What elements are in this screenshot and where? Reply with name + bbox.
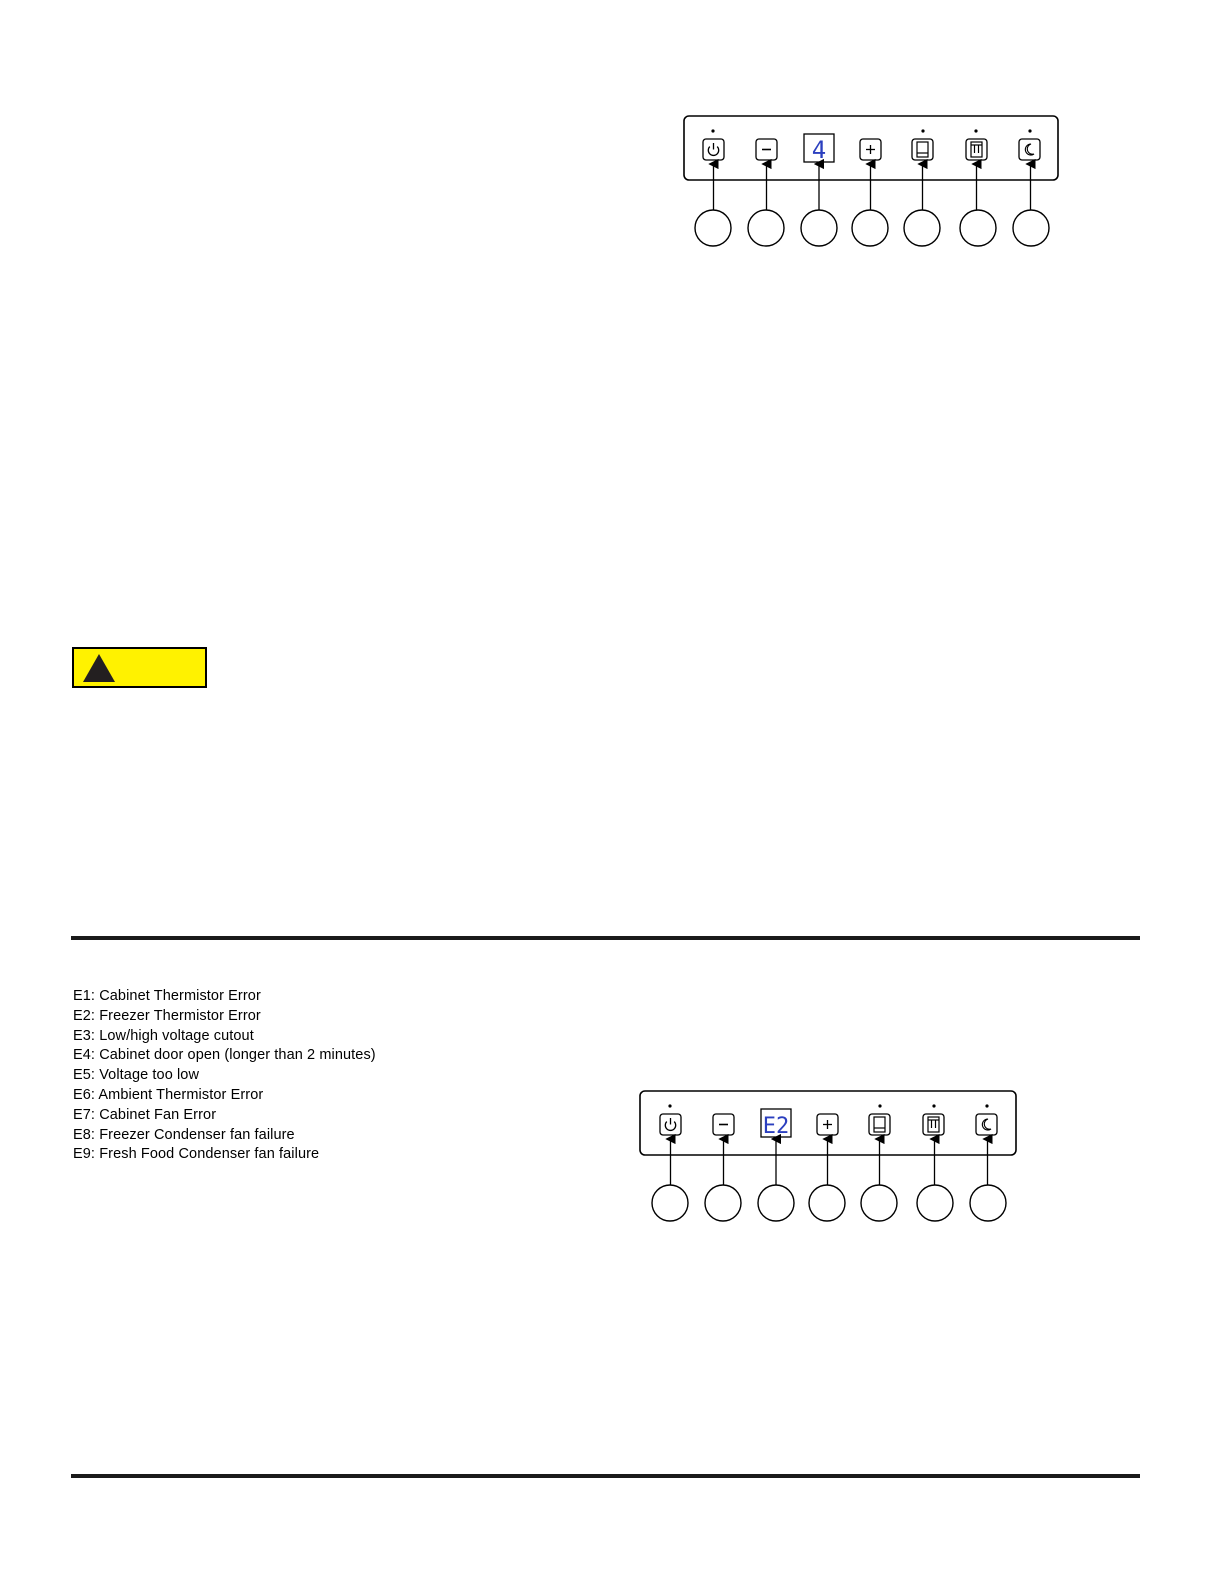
temperature-display (804, 134, 834, 164)
callout-circle-2 (705, 1185, 741, 1221)
minus-button[interactable] (756, 139, 777, 160)
fridge-button[interactable] (912, 139, 933, 160)
warning-triangle-icon (82, 653, 116, 683)
callout-circle-1 (695, 210, 731, 246)
power-indicator-dot (668, 1104, 671, 1107)
callout-circle-1 (652, 1185, 688, 1221)
freezer-button[interactable] (923, 1114, 944, 1135)
section-divider-top (71, 936, 1140, 940)
callout-circle-4 (852, 210, 888, 246)
freezer-indicator-dot (932, 1104, 935, 1107)
error-code-display (761, 1109, 791, 1139)
callout-circle-3 (758, 1185, 794, 1221)
warning-label (72, 647, 207, 688)
display-digit: 4 (811, 136, 827, 164)
night-mode-button[interactable] (976, 1114, 997, 1135)
freezer-indicator-dot (974, 129, 977, 132)
control-panel-diagram-top (676, 108, 1068, 252)
error-code-item: E7: Cabinet Fan Error (73, 1106, 217, 1123)
callout-circle-4 (809, 1185, 845, 1221)
callout-circle-3 (801, 210, 837, 246)
callout-circle-6 (960, 210, 996, 246)
error-code-item: E8: Freezer Condenser fan failure (73, 1126, 295, 1143)
control-panel-diagram-bottom (632, 1083, 1024, 1227)
error-code-item: E4: Cabinet door open (longer than 2 minutes) (73, 1047, 376, 1064)
callout-circle-7 (1013, 210, 1049, 246)
callout-circle-6 (917, 1185, 953, 1221)
power-indicator-dot (711, 129, 714, 132)
plus-button[interactable] (817, 1114, 838, 1135)
plus-button[interactable] (860, 139, 881, 160)
power-button[interactable] (703, 139, 724, 160)
section-divider-bottom (71, 1474, 1140, 1478)
minus-button[interactable] (713, 1114, 734, 1135)
fridge-button[interactable] (869, 1114, 890, 1135)
callout-circle-7 (970, 1185, 1006, 1221)
error-code-item: E5: Voltage too low (73, 1067, 200, 1084)
fridge-indicator-dot (921, 129, 924, 132)
callout-circle-5 (861, 1185, 897, 1221)
night-indicator-dot (985, 1104, 988, 1107)
error-code-item: E9: Fresh Food Condenser fan failure (73, 1146, 320, 1163)
error-code-item: E1: Cabinet Thermistor Error (73, 988, 261, 1004)
error-code-item: E6: Ambient Thermistor Error (73, 1086, 264, 1103)
night-mode-button[interactable] (1019, 139, 1040, 160)
power-button[interactable] (660, 1114, 681, 1135)
fridge-indicator-dot (878, 1104, 881, 1107)
error-code-list (73, 987, 376, 1165)
freezer-button[interactable] (966, 139, 987, 160)
display-code: E2 (762, 1114, 790, 1139)
error-code-item: E2: Freezer Thermistor Error (73, 1007, 261, 1024)
callout-circle-5 (904, 210, 940, 246)
night-indicator-dot (1028, 129, 1031, 132)
callout-circle-2 (748, 210, 784, 246)
error-code-item: E3: Low/high voltage cutout (73, 1027, 254, 1044)
